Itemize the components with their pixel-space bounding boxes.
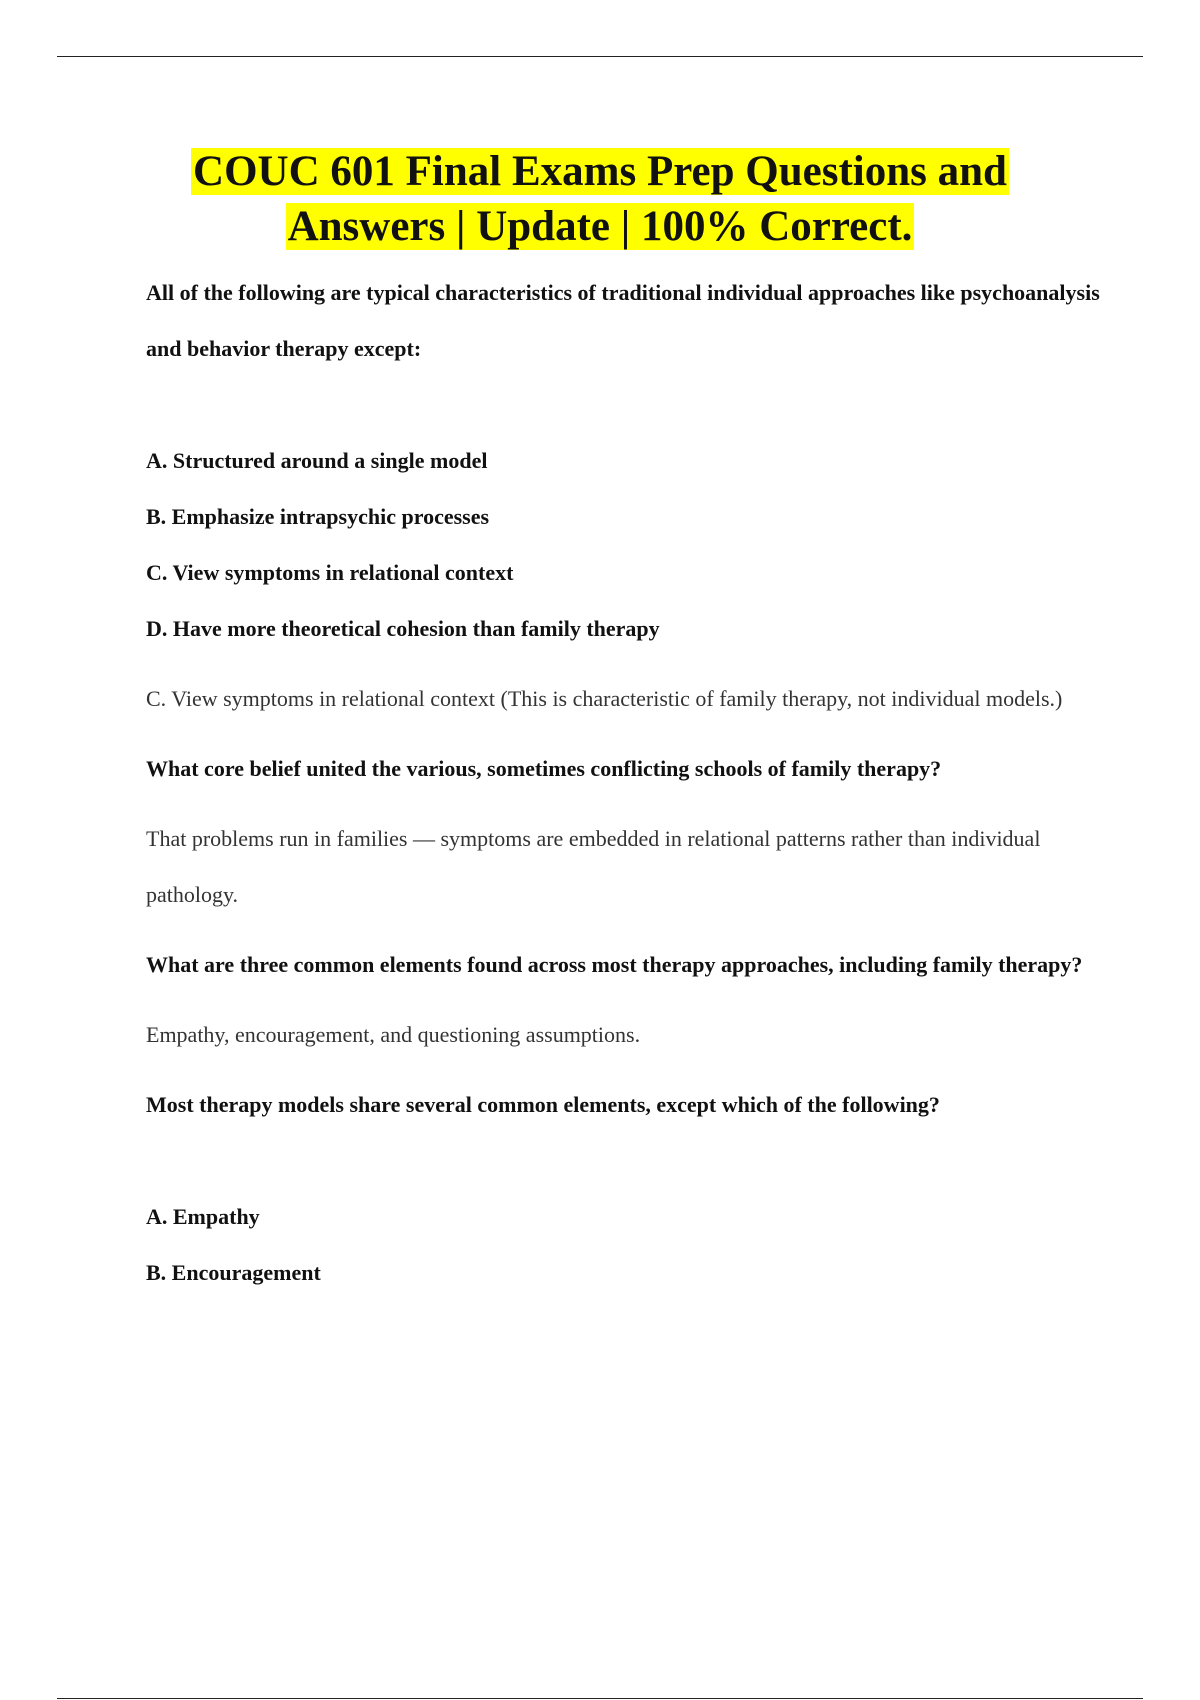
question-1-option-c: C. View symptoms in relational context — [146, 560, 514, 585]
question-4-option-a: A. Empathy — [146, 1204, 260, 1229]
question-3: What are three common elements found across most therapy approaches, including family therapy? — [146, 952, 1083, 977]
spacer — [146, 993, 1106, 1007]
title-line-2: Answers | Update | 100% Correct. — [287, 203, 913, 250]
header-rule — [57, 56, 1143, 57]
spacer — [146, 1063, 1106, 1077]
answer-3: Empathy, encouragement, and questioning assumptions. — [146, 1022, 641, 1047]
question-4-option-b: B. Encouragement — [146, 1260, 321, 1285]
document-body — [146, 265, 1106, 1301]
question-1-option-a: A. Structured around a single model — [146, 448, 488, 473]
spacer — [146, 797, 1106, 811]
spacer — [146, 923, 1106, 937]
spacer — [146, 377, 1106, 433]
question-1-option-d: D. Have more theoretical cohesion than family therapy — [146, 616, 660, 641]
question-1: All of the following are typical characteristics of traditional individual approaches like psychoanalysis and behavior therapy except: — [146, 280, 1100, 361]
spacer — [146, 1133, 1106, 1189]
spacer — [146, 657, 1106, 671]
document-title — [0, 144, 1200, 254]
footer-rule — [57, 1698, 1143, 1699]
answer-1: C. View symptoms in relational context (This is characteristic of family therapy, not individual models.) — [146, 686, 1063, 711]
title-line-1: COUC 601 Final Exams Prep Questions and — [193, 148, 1007, 195]
spacer — [146, 727, 1106, 741]
question-4: Most therapy models share several common elements, except which of the following? — [146, 1092, 940, 1117]
question-2: What core belief united the various, sometimes conflicting schools of family therapy? — [146, 756, 942, 781]
answer-2: That problems run in families — symptoms are embedded in relational patterns rather than individual pathology. — [146, 826, 1041, 907]
question-1-option-b: B. Emphasize intrapsychic processes — [146, 504, 490, 529]
